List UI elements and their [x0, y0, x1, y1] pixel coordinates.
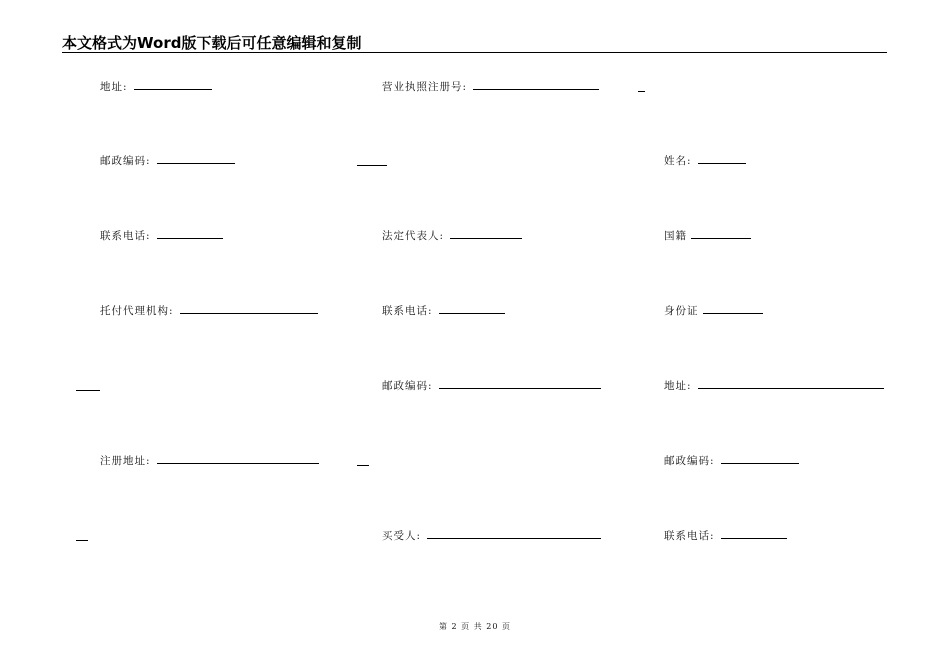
name-label: 姓名:	[664, 155, 692, 167]
buyer-blank[interactable]	[427, 528, 601, 539]
blank-line-row7-left[interactable]	[76, 540, 88, 541]
postal-code-blank-1[interactable]	[157, 153, 235, 164]
buyer-field	[382, 528, 601, 543]
business-license-label: 营业执照注册号:	[382, 81, 468, 93]
id-card-blank[interactable]	[703, 303, 763, 314]
agent-agency-label: 托付代理机构:	[100, 305, 174, 317]
phone-label-2: 联系电话:	[382, 305, 433, 317]
business-license-blank[interactable]	[473, 79, 599, 90]
legal-representative-blank[interactable]	[450, 228, 522, 239]
business-license-field	[382, 79, 599, 94]
phone-label-1: 联系电话:	[100, 230, 151, 242]
postal-code-label-2: 邮政编码:	[382, 380, 433, 392]
phone-blank-3[interactable]	[721, 528, 787, 539]
nationality-label: 国籍	[664, 230, 687, 242]
blank-line-row2-mid[interactable]	[357, 165, 387, 166]
blank-line-row5-left[interactable]	[76, 390, 100, 391]
postal-code-field-1	[100, 153, 235, 168]
page-header-title: 本文格式为Word版下载后可任意编辑和复制	[62, 34, 362, 52]
phone-field-3	[664, 528, 787, 543]
registered-address-label: 注册地址:	[100, 455, 151, 467]
registered-address-blank[interactable]	[157, 453, 319, 464]
nationality-blank[interactable]	[691, 228, 751, 239]
legal-representative-field	[382, 228, 522, 243]
name-field	[664, 153, 746, 168]
header-divider	[62, 52, 887, 53]
phone-blank-2[interactable]	[439, 303, 505, 314]
postal-code-blank-2[interactable]	[439, 378, 601, 389]
phone-field-1	[100, 228, 223, 243]
agent-agency-blank[interactable]	[180, 303, 318, 314]
postal-code-label-3: 邮政编码:	[664, 455, 715, 467]
legal-representative-label: 法定代表人:	[382, 230, 445, 242]
address-field-1	[100, 79, 212, 94]
phone-label-3: 联系电话:	[664, 530, 715, 542]
buyer-label: 买受人:	[382, 530, 422, 542]
agent-agency-field	[100, 303, 318, 318]
id-card-label: 身份证	[664, 305, 699, 317]
phone-blank-1[interactable]	[157, 228, 223, 239]
id-card-field	[664, 303, 763, 318]
address-blank-2[interactable]	[698, 378, 884, 389]
address-blank-1[interactable]	[134, 79, 212, 90]
page-number-footer: 第 2 页 共 20 页	[439, 622, 511, 631]
address-label-2: 地址:	[664, 380, 692, 392]
postal-code-field-2	[382, 378, 601, 393]
nationality-field	[664, 228, 751, 243]
address-label-1: 地址:	[100, 81, 128, 93]
address-field-2	[664, 378, 884, 393]
business-license-blank-extra[interactable]	[638, 91, 645, 92]
name-blank[interactable]	[698, 153, 746, 164]
registered-address-field	[100, 453, 319, 468]
postal-code-blank-3[interactable]	[721, 453, 799, 464]
blank-line-row6-mid[interactable]	[357, 465, 369, 466]
postal-code-field-3	[664, 453, 799, 468]
phone-field-2	[382, 303, 505, 318]
postal-code-label-1: 邮政编码:	[100, 155, 151, 167]
